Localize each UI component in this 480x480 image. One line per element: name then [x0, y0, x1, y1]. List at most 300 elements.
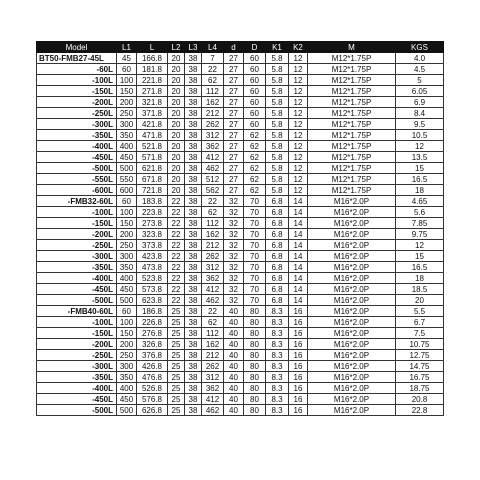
k2-cell: 12: [289, 64, 308, 75]
l-cell: 371.8: [137, 108, 168, 119]
k1-cell: 5.8: [266, 64, 289, 75]
model-cell: -400L: [37, 273, 117, 284]
k1-cell: 6.8: [266, 229, 289, 240]
header-big-d: D: [244, 42, 266, 53]
l-cell: 471.8: [137, 130, 168, 141]
weight-cell: 6.9: [396, 97, 444, 108]
l-cell: 321.8: [137, 97, 168, 108]
table-row: [37, 306, 444, 317]
k2-cell: 12: [289, 97, 308, 108]
table-row: [37, 394, 444, 405]
l1-cell: 450: [117, 394, 137, 405]
weight-cell: 8.4: [396, 108, 444, 119]
d-cell: 32: [224, 229, 244, 240]
header-model: Model: [37, 42, 117, 53]
big-d-cell: 60: [244, 75, 266, 86]
k2-cell: 16: [289, 328, 308, 339]
model-cell: -500L: [37, 163, 117, 174]
d-cell: 40: [224, 350, 244, 361]
big-d-cell: 80: [244, 339, 266, 350]
header-l4: L4: [202, 42, 224, 53]
l1-cell: 500: [117, 405, 137, 416]
k2-cell: 16: [289, 405, 308, 416]
weight-cell: 12.75: [396, 350, 444, 361]
k2-cell: 12: [289, 163, 308, 174]
l1-cell: 450: [117, 284, 137, 295]
k2-cell: 14: [289, 262, 308, 273]
header-kgs: KGS: [396, 42, 444, 53]
k2-cell: 12: [289, 86, 308, 97]
table-row: [37, 361, 444, 372]
k2-cell: 12: [289, 141, 308, 152]
k1-cell: 6.8: [266, 196, 289, 207]
l2-cell: 25: [168, 405, 185, 416]
d-cell: 27: [224, 141, 244, 152]
k1-cell: 8.3: [266, 372, 289, 383]
l2-cell: 22: [168, 251, 185, 262]
d-cell: 40: [224, 339, 244, 350]
weight-cell: 5: [396, 75, 444, 86]
l4-cell: 112: [202, 218, 224, 229]
l4-cell: 262: [202, 251, 224, 262]
weight-cell: 10.5: [396, 130, 444, 141]
weight-cell: 16.5: [396, 174, 444, 185]
l2-cell: 22: [168, 295, 185, 306]
big-d-cell: 70: [244, 218, 266, 229]
big-d-cell: 70: [244, 262, 266, 273]
d-cell: 40: [224, 372, 244, 383]
table-row: [37, 86, 444, 97]
weight-cell: 18: [396, 185, 444, 196]
l4-cell: 212: [202, 350, 224, 361]
big-d-cell: 60: [244, 53, 266, 64]
table-row: [37, 130, 444, 141]
k1-cell: 5.8: [266, 108, 289, 119]
weight-cell: 15: [396, 163, 444, 174]
l-cell: 423.8: [137, 251, 168, 262]
table-row: [37, 163, 444, 174]
l2-cell: 25: [168, 350, 185, 361]
k2-cell: 16: [289, 317, 308, 328]
d-cell: 27: [224, 163, 244, 174]
l2-cell: 22: [168, 240, 185, 251]
l1-cell: 250: [117, 350, 137, 361]
k1-cell: 5.8: [266, 185, 289, 196]
l1-cell: 200: [117, 229, 137, 240]
big-d-cell: 62: [244, 141, 266, 152]
weight-cell: 20.8: [396, 394, 444, 405]
l-cell: 573.8: [137, 284, 168, 295]
weight-cell: 7.85: [396, 218, 444, 229]
model-cell: BT50-FMB27-45L: [37, 53, 117, 64]
model-cell: -150L: [37, 328, 117, 339]
l2-cell: 22: [168, 196, 185, 207]
l3-cell: 38: [185, 317, 202, 328]
big-d-cell: 70: [244, 251, 266, 262]
l2-cell: 20: [168, 130, 185, 141]
k1-cell: 8.3: [266, 361, 289, 372]
k2-cell: 16: [289, 394, 308, 405]
spec-table: [36, 41, 444, 416]
l3-cell: 38: [185, 218, 202, 229]
l3-cell: 38: [185, 240, 202, 251]
table-row: [37, 119, 444, 130]
model-cell: -100L: [37, 75, 117, 86]
k1-cell: 8.3: [266, 328, 289, 339]
big-d-cell: 70: [244, 196, 266, 207]
d-cell: 27: [224, 108, 244, 119]
k1-cell: 6.8: [266, 251, 289, 262]
header-l1: L1: [117, 42, 137, 53]
k1-cell: 5.8: [266, 163, 289, 174]
k1-cell: 5.8: [266, 174, 289, 185]
big-d-cell: 70: [244, 273, 266, 284]
d-cell: 27: [224, 185, 244, 196]
model-cell: -500L: [37, 405, 117, 416]
l-cell: 271.8: [137, 86, 168, 97]
d-cell: 27: [224, 86, 244, 97]
thread-cell: M16*2.0P: [308, 284, 396, 295]
l1-cell: 100: [117, 207, 137, 218]
l2-cell: 25: [168, 361, 185, 372]
l-cell: 276.8: [137, 328, 168, 339]
thread-cell: M12*1.75P: [308, 174, 396, 185]
l3-cell: 38: [185, 119, 202, 130]
l-cell: 376.8: [137, 350, 168, 361]
model-cell: -FMB40-60L: [37, 306, 117, 317]
big-d-cell: 80: [244, 405, 266, 416]
table-row: [37, 350, 444, 361]
l3-cell: 38: [185, 372, 202, 383]
thread-cell: M16*2.0P: [308, 394, 396, 405]
k1-cell: 5.8: [266, 53, 289, 64]
weight-cell: 14.75: [396, 361, 444, 372]
table-row: [37, 339, 444, 350]
k2-cell: 12: [289, 108, 308, 119]
l-cell: 183.8: [137, 196, 168, 207]
l4-cell: 212: [202, 108, 224, 119]
thread-cell: M16*2.0P: [308, 339, 396, 350]
l3-cell: 38: [185, 394, 202, 405]
l1-cell: 150: [117, 218, 137, 229]
k2-cell: 14: [289, 207, 308, 218]
big-d-cell: 80: [244, 361, 266, 372]
thread-cell: M12*1.75P: [308, 152, 396, 163]
l1-cell: 250: [117, 240, 137, 251]
weight-cell: 13.5: [396, 152, 444, 163]
l4-cell: 22: [202, 64, 224, 75]
l3-cell: 38: [185, 152, 202, 163]
l4-cell: 412: [202, 284, 224, 295]
weight-cell: 20: [396, 295, 444, 306]
d-cell: 40: [224, 405, 244, 416]
thread-cell: M16*2.0P: [308, 361, 396, 372]
l4-cell: 62: [202, 317, 224, 328]
k2-cell: 16: [289, 361, 308, 372]
l2-cell: 20: [168, 152, 185, 163]
l1-cell: 400: [117, 141, 137, 152]
thread-cell: M16*2.0P: [308, 372, 396, 383]
l4-cell: 162: [202, 97, 224, 108]
table-row: [37, 405, 444, 416]
l1-cell: 60: [117, 306, 137, 317]
l2-cell: 22: [168, 273, 185, 284]
l3-cell: 38: [185, 251, 202, 262]
l4-cell: 412: [202, 152, 224, 163]
l-cell: 326.8: [137, 339, 168, 350]
k2-cell: 14: [289, 196, 308, 207]
table-row: [37, 185, 444, 196]
thread-cell: M16*2.0P: [308, 317, 396, 328]
l4-cell: 62: [202, 75, 224, 86]
l1-cell: 150: [117, 86, 137, 97]
l2-cell: 25: [168, 383, 185, 394]
l2-cell: 22: [168, 284, 185, 295]
table-row: [37, 273, 444, 284]
l2-cell: 20: [168, 141, 185, 152]
big-d-cell: 80: [244, 350, 266, 361]
big-d-cell: 80: [244, 372, 266, 383]
thread-cell: M16*2.0P: [308, 405, 396, 416]
thread-cell: M16*2.0P: [308, 251, 396, 262]
k2-cell: 12: [289, 152, 308, 163]
l-cell: 576.8: [137, 394, 168, 405]
d-cell: 40: [224, 306, 244, 317]
table-header-row: [37, 42, 444, 53]
d-cell: 32: [224, 273, 244, 284]
l4-cell: 7: [202, 53, 224, 64]
model-cell: -250L: [37, 240, 117, 251]
d-cell: 40: [224, 394, 244, 405]
l3-cell: 38: [185, 339, 202, 350]
model-cell: -450L: [37, 152, 117, 163]
k1-cell: 5.8: [266, 97, 289, 108]
l1-cell: 300: [117, 251, 137, 262]
l-cell: 476.8: [137, 372, 168, 383]
big-d-cell: 62: [244, 130, 266, 141]
thread-cell: M12*1.75P: [308, 141, 396, 152]
l-cell: 181.8: [137, 64, 168, 75]
l3-cell: 38: [185, 185, 202, 196]
l1-cell: 300: [117, 361, 137, 372]
l-cell: 571.8: [137, 152, 168, 163]
l-cell: 521.8: [137, 141, 168, 152]
l4-cell: 462: [202, 295, 224, 306]
model-cell: -100L: [37, 207, 117, 218]
weight-cell: 4.65: [396, 196, 444, 207]
l3-cell: 38: [185, 328, 202, 339]
l-cell: 473.8: [137, 262, 168, 273]
l3-cell: 38: [185, 130, 202, 141]
thread-cell: M16*2.0P: [308, 218, 396, 229]
l4-cell: 212: [202, 240, 224, 251]
weight-cell: 5.5: [396, 306, 444, 317]
l3-cell: 38: [185, 86, 202, 97]
l-cell: 223.8: [137, 207, 168, 218]
table-row: [37, 251, 444, 262]
l1-cell: 500: [117, 295, 137, 306]
d-cell: 27: [224, 75, 244, 86]
l2-cell: 20: [168, 174, 185, 185]
l2-cell: 20: [168, 163, 185, 174]
k1-cell: 5.8: [266, 141, 289, 152]
l2-cell: 20: [168, 185, 185, 196]
header-l3: L3: [185, 42, 202, 53]
k2-cell: 16: [289, 306, 308, 317]
table-row: [37, 295, 444, 306]
big-d-cell: 62: [244, 163, 266, 174]
l1-cell: 550: [117, 174, 137, 185]
l3-cell: 38: [185, 262, 202, 273]
l3-cell: 38: [185, 284, 202, 295]
l4-cell: 22: [202, 306, 224, 317]
l1-cell: 500: [117, 163, 137, 174]
l3-cell: 38: [185, 53, 202, 64]
model-cell: -500L: [37, 295, 117, 306]
big-d-cell: 70: [244, 284, 266, 295]
d-cell: 27: [224, 97, 244, 108]
l-cell: 421.8: [137, 119, 168, 130]
l2-cell: 25: [168, 317, 185, 328]
l4-cell: 162: [202, 229, 224, 240]
l-cell: 426.8: [137, 361, 168, 372]
model-cell: -600L: [37, 185, 117, 196]
l4-cell: 462: [202, 163, 224, 174]
l3-cell: 38: [185, 295, 202, 306]
l1-cell: 100: [117, 317, 137, 328]
k2-cell: 12: [289, 174, 308, 185]
model-cell: -150L: [37, 86, 117, 97]
k2-cell: 16: [289, 339, 308, 350]
l1-cell: 200: [117, 339, 137, 350]
l-cell: 523.8: [137, 273, 168, 284]
l3-cell: 38: [185, 75, 202, 86]
thread-cell: M16*2.0P: [308, 262, 396, 273]
model-cell: -FMB32-60L: [37, 196, 117, 207]
l-cell: 671.8: [137, 174, 168, 185]
thread-cell: M12*1.75P: [308, 163, 396, 174]
l2-cell: 25: [168, 372, 185, 383]
weight-cell: 22.8: [396, 405, 444, 416]
l3-cell: 38: [185, 405, 202, 416]
weight-cell: 5.6: [396, 207, 444, 218]
table-row: [37, 75, 444, 86]
big-d-cell: 60: [244, 97, 266, 108]
table-row: [37, 174, 444, 185]
weight-cell: 9.75: [396, 229, 444, 240]
weight-cell: 15: [396, 251, 444, 262]
d-cell: 27: [224, 64, 244, 75]
thread-cell: M12*1.75P: [308, 64, 396, 75]
l1-cell: 100: [117, 75, 137, 86]
big-d-cell: 60: [244, 108, 266, 119]
k1-cell: 5.8: [266, 152, 289, 163]
l2-cell: 25: [168, 328, 185, 339]
thread-cell: M12*1.75P: [308, 97, 396, 108]
l-cell: 526.8: [137, 383, 168, 394]
l-cell: 623.8: [137, 295, 168, 306]
big-d-cell: 70: [244, 295, 266, 306]
header-d: d: [224, 42, 244, 53]
k1-cell: 8.3: [266, 317, 289, 328]
table-row: [37, 141, 444, 152]
l1-cell: 60: [117, 64, 137, 75]
d-cell: 32: [224, 218, 244, 229]
k1-cell: 5.8: [266, 119, 289, 130]
table-row: [37, 328, 444, 339]
big-d-cell: 62: [244, 152, 266, 163]
l4-cell: 112: [202, 86, 224, 97]
weight-cell: 18.75: [396, 383, 444, 394]
big-d-cell: 70: [244, 229, 266, 240]
thread-cell: M16*2.0P: [308, 240, 396, 251]
l4-cell: 22: [202, 196, 224, 207]
l2-cell: 20: [168, 53, 185, 64]
l3-cell: 38: [185, 207, 202, 218]
l4-cell: 512: [202, 174, 224, 185]
l-cell: 373.8: [137, 240, 168, 251]
k2-cell: 12: [289, 119, 308, 130]
thread-cell: M12*1.75P: [308, 108, 396, 119]
d-cell: 27: [224, 119, 244, 130]
model-cell: -200L: [37, 339, 117, 350]
l4-cell: 462: [202, 405, 224, 416]
header-l: L: [137, 42, 168, 53]
table-row: [37, 317, 444, 328]
l4-cell: 262: [202, 361, 224, 372]
l3-cell: 38: [185, 350, 202, 361]
l3-cell: 38: [185, 196, 202, 207]
thread-cell: M12*1.75P: [308, 86, 396, 97]
l1-cell: 300: [117, 119, 137, 130]
l-cell: 221.8: [137, 75, 168, 86]
table-row: [37, 108, 444, 119]
weight-cell: 16.75: [396, 372, 444, 383]
big-d-cell: 60: [244, 64, 266, 75]
k1-cell: 8.3: [266, 339, 289, 350]
l-cell: 226.8: [137, 317, 168, 328]
weight-cell: 6.7: [396, 317, 444, 328]
table-row: [37, 262, 444, 273]
d-cell: 32: [224, 284, 244, 295]
table-row: [37, 218, 444, 229]
k2-cell: 14: [289, 229, 308, 240]
d-cell: 40: [224, 317, 244, 328]
l3-cell: 38: [185, 163, 202, 174]
weight-cell: 9.5: [396, 119, 444, 130]
model-cell: -450L: [37, 284, 117, 295]
k1-cell: 8.3: [266, 350, 289, 361]
l3-cell: 38: [185, 174, 202, 185]
l4-cell: 412: [202, 394, 224, 405]
k2-cell: 14: [289, 218, 308, 229]
k2-cell: 12: [289, 185, 308, 196]
header-m: M: [308, 42, 396, 53]
big-d-cell: 62: [244, 185, 266, 196]
d-cell: 27: [224, 174, 244, 185]
l-cell: 621.8: [137, 163, 168, 174]
thread-cell: M16*2.0P: [308, 196, 396, 207]
big-d-cell: 80: [244, 383, 266, 394]
l2-cell: 22: [168, 218, 185, 229]
d-cell: 32: [224, 251, 244, 262]
model-cell: -350L: [37, 372, 117, 383]
k1-cell: 5.8: [266, 130, 289, 141]
l2-cell: 20: [168, 86, 185, 97]
big-d-cell: 80: [244, 317, 266, 328]
l1-cell: 150: [117, 328, 137, 339]
l4-cell: 362: [202, 273, 224, 284]
